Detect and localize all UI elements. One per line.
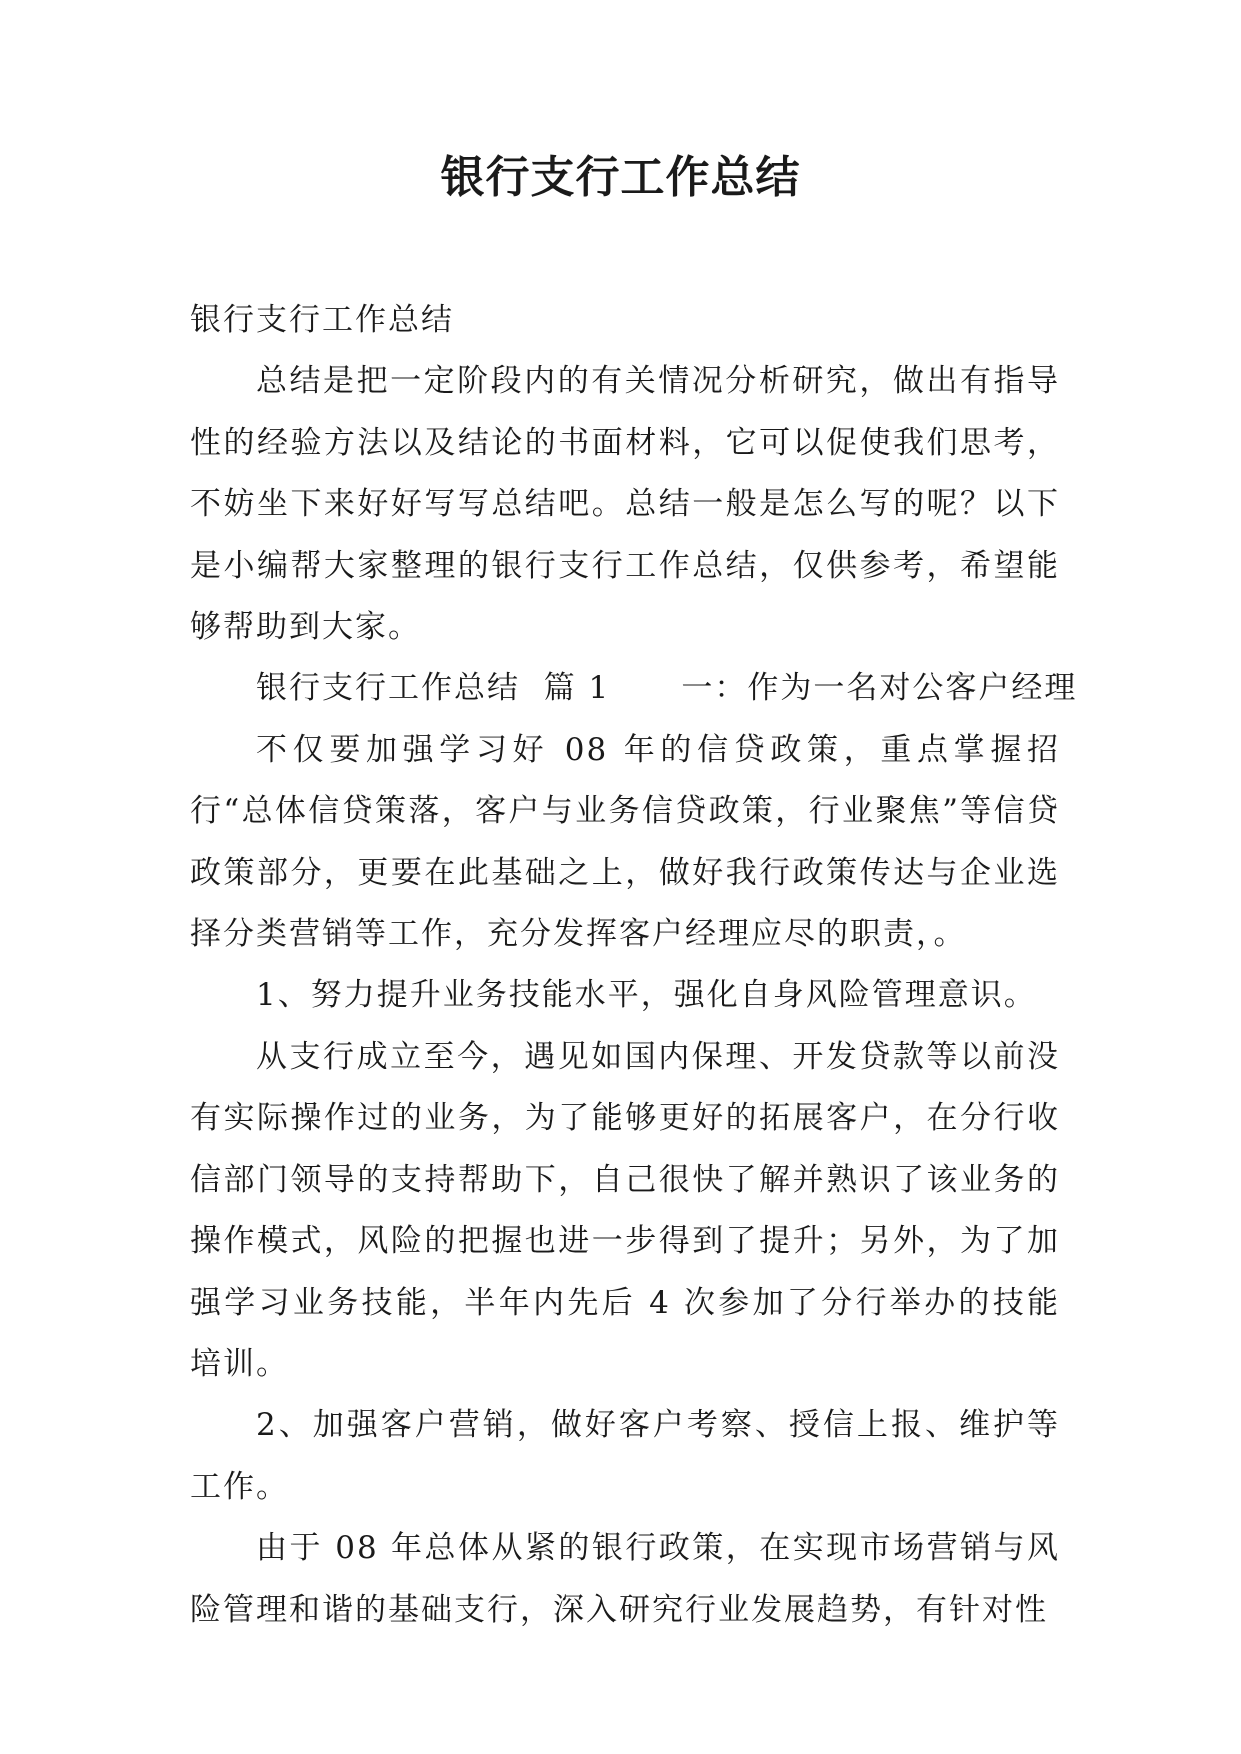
paragraph-marketing: 由于 08 年总体从紧的银行政策，在实现市场营销与风险管理和谐的基础支行，深入研究行业发展趋势，有针对性 — [190, 1530, 1060, 1628]
document-title: 银行支行工作总结 — [440, 152, 801, 203]
document-body — [190, 290, 1078, 1641]
paragraph-section-heading: 银行支行工作总结 篇 1 一：作为一名对公客户经理 — [256, 670, 1078, 707]
paragraph-skills: 从支行成立至今，遇见如国内保理、开发贷款等以前没有实际操作过的业务，为了能够更好的拓展客户，在分行收信部门领导的支持帮助下，自己很快了解并熟识了该业务的操作模式，风险的把握也进一步得到了提升；另外，为了加强学习业务技能，半年内先后 4 次参加了分行举办的技能培训。 — [190, 1038, 1060, 1382]
paragraph-credit-policy: 不仅要加强学习好 08 年的信贷政策，重点掌握招行“总体信贷策落，客户与业务信贷政策，行业聚焦”等信贷政策部分，更要在此基础之上，做好我行政策传达与企业选择分类营销等工作，充分发挥客户经理应尽的职责，。 — [190, 731, 1060, 953]
paragraph-item-1: 1、努力提升业务技能水平，强化自身风险管理意识。 — [256, 977, 1037, 1014]
paragraph-item-2: 2、加强客户营销，做好客户考察、授信上报、维护等工作。 — [190, 1407, 1060, 1505]
document-subtitle: 银行支行工作总结 — [190, 302, 454, 338]
paragraph-intro: 总结是把一定阶段内的有关情况分析研究，做出有指导性的经验方法以及结论的书面材料，它可以促使我们思考，不妨坐下来好好写写总结吧。总结一般是怎么写的呢？以下是小编帮大家整理的银行支行工作总结，仅供参考，希望能够帮助到大家。 — [190, 363, 1060, 646]
